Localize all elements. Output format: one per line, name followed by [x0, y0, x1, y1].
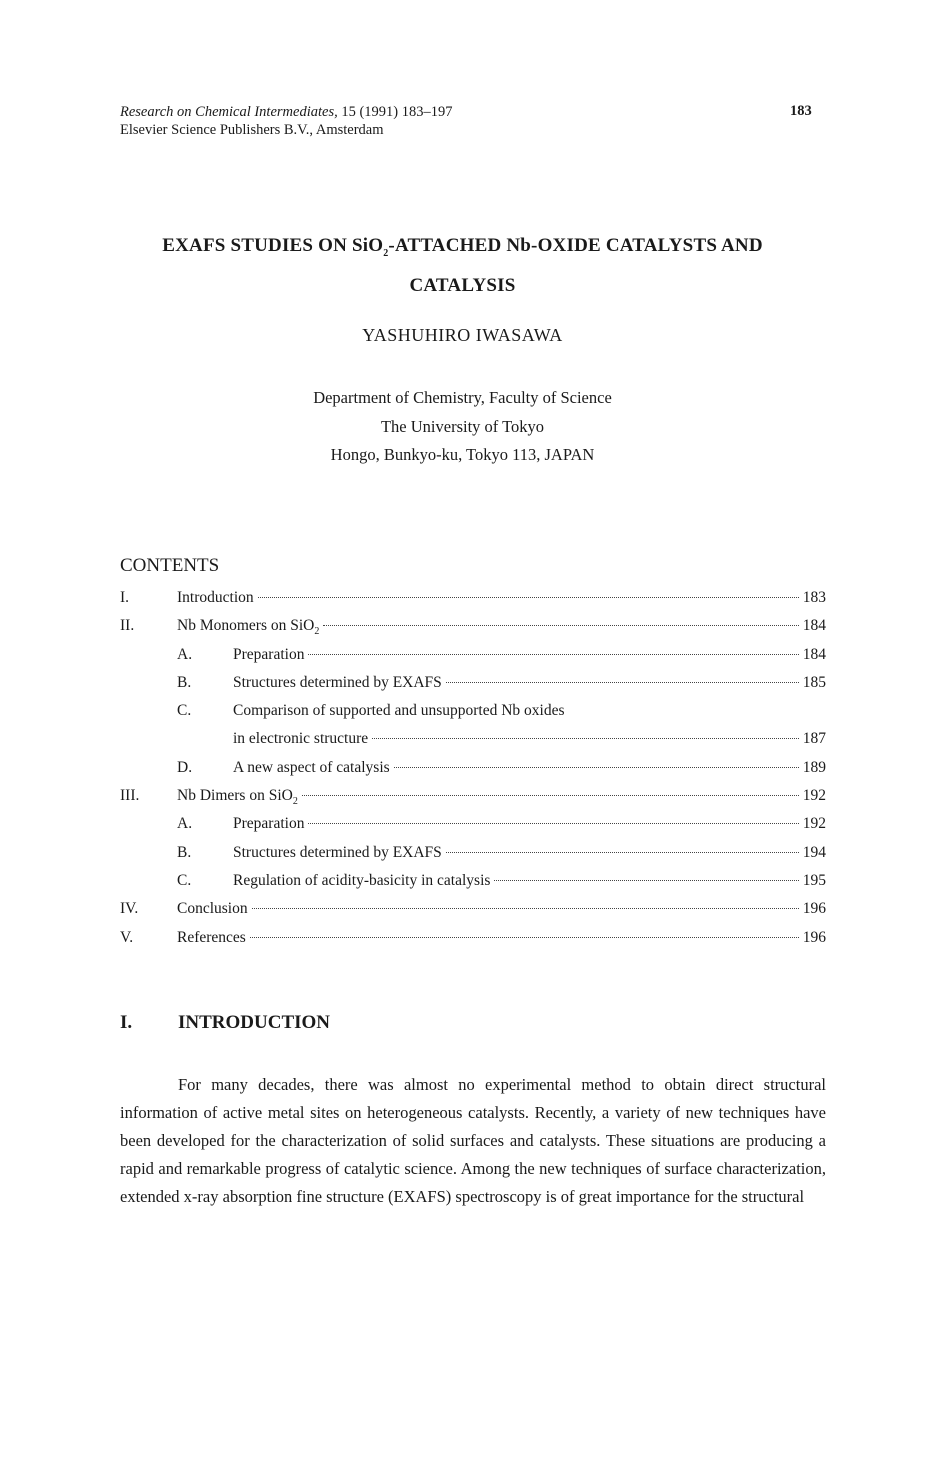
toc-title: A new aspect of catalysis: [233, 758, 390, 776]
toc-title: Introduction: [177, 589, 254, 606]
toc-entry[interactable]: [120, 699, 826, 727]
dot-leader: [308, 823, 798, 824]
toc-subscript: 2: [314, 626, 320, 638]
toc-title: Regulation of acidity-basicity in catalysis: [233, 871, 491, 889]
toc-letter: C.: [177, 702, 192, 720]
toc-entry-text: [177, 586, 826, 610]
paper-title: [100, 230, 825, 302]
running-header: [120, 103, 453, 139]
author: YASHUHIRO IWASAWA: [362, 325, 563, 345]
toc-entry-text: [233, 699, 826, 723]
toc-entry-text: [177, 897, 826, 921]
toc-page: 194: [802, 843, 826, 861]
toc-entry-text: [233, 643, 826, 667]
toc-entry[interactable]: [120, 926, 826, 954]
body-paragraph: For many decades, there was almost no experimental method to obtain direct structural information of active metal sites on heterogeneous catalysts. Recently, a variety of new techniques have been developed for the characterization of solid surfaces and catalysts. These situations are producing a rapid and remarkable progress of catalytic science. Among the new techniques of surface characterization, extended x-ray absorption fine structure (EXAFS) spectroscopy is of great importance for the structural: [120, 1075, 826, 1206]
publisher: Elsevier Science Publishers B.V., Amsterdam: [120, 122, 384, 138]
title-line2: CATALYSIS: [409, 274, 516, 296]
dot-leader: [302, 795, 799, 796]
toc-entry[interactable]: [120, 812, 826, 840]
toc-roman: II.: [120, 617, 135, 635]
toc-page: 183: [802, 589, 826, 606]
section-number: I.: [120, 1012, 133, 1033]
toc-entry[interactable]: [120, 869, 826, 897]
toc-subscript: 2: [292, 796, 298, 808]
toc-roman: I.: [120, 589, 130, 606]
title-subscript: 2: [383, 247, 389, 259]
toc-entry-text: [177, 614, 826, 644]
dot-leader: [446, 682, 799, 683]
toc-entry-text: [233, 727, 826, 751]
dot-leader: [252, 908, 799, 909]
section-heading: [120, 1012, 330, 1034]
toc-title: Structures determined by EXAFS: [233, 843, 442, 861]
toc-entry[interactable]: [120, 841, 826, 869]
toc-roman: III.: [120, 787, 140, 805]
toc-entry-text: [233, 671, 826, 695]
toc-letter: D.: [177, 758, 193, 776]
affiliation: [100, 384, 825, 470]
toc-title: References: [177, 928, 246, 946]
toc-title: in electronic structure: [233, 730, 369, 748]
toc-letter: B.: [177, 843, 192, 861]
dot-leader: [258, 597, 799, 598]
page-number: 183: [790, 103, 812, 119]
toc-letter: B.: [177, 673, 192, 691]
toc-page: 196: [802, 928, 826, 946]
toc-entry-text: [177, 784, 826, 814]
toc-entry-text: [233, 812, 826, 836]
toc-title: Preparation: [233, 645, 305, 663]
dot-leader: [308, 654, 798, 655]
toc-page: 187: [802, 730, 826, 748]
toc-entry-text: [177, 926, 826, 950]
toc-page: 184: [802, 617, 826, 635]
title-part: -ATTACHED Nb-OXIDE CATALYSTS AND: [388, 235, 763, 256]
toc-title: Conclusion: [177, 900, 248, 918]
toc-letter: A.: [177, 645, 193, 663]
toc-entry[interactable]: [120, 727, 826, 755]
toc-page: 192: [802, 787, 826, 805]
toc-page: 195: [802, 871, 826, 889]
toc-page: 184: [802, 645, 826, 663]
title-part: EXAFS STUDIES ON SiO: [162, 235, 384, 256]
toc-letter: C.: [177, 871, 192, 889]
contents-heading: CONTENTS: [120, 555, 220, 576]
dot-leader: [250, 937, 799, 938]
toc-entry[interactable]: [120, 614, 826, 642]
table-of-contents: [120, 586, 826, 954]
dot-leader: [446, 852, 799, 853]
section-title: INTRODUCTION: [178, 1012, 331, 1033]
toc-page: 185: [802, 673, 826, 691]
toc-title: Structures determined by EXAFS: [233, 673, 442, 691]
dot-leader: [494, 880, 798, 881]
toc-roman: IV.: [120, 900, 139, 918]
affiliation-line: Department of Chemistry, Faculty of Science: [313, 388, 612, 407]
toc-title: Nb Dimers on SiO: [177, 787, 293, 805]
dot-leader: [394, 767, 799, 768]
toc-entry-text: [233, 841, 826, 865]
toc-entry[interactable]: [120, 671, 826, 699]
journal-name: Research on Chemical Intermediates,: [120, 104, 338, 120]
toc-page: 192: [802, 815, 826, 833]
toc-entry[interactable]: [120, 586, 826, 614]
toc-title: Preparation: [233, 815, 305, 833]
dot-leader: [323, 625, 798, 626]
affiliation-line: The University of Tokyo: [380, 416, 545, 436]
toc-entry-text: [233, 756, 826, 780]
toc-entry-text: [233, 869, 826, 893]
dot-leader: [372, 738, 799, 739]
toc-letter: A.: [177, 815, 193, 833]
toc-page: 189: [802, 758, 826, 776]
toc-page: 196: [802, 900, 826, 918]
affiliation-line: Hongo, Bunkyo-ku, Tokyo 113, JAPAN: [330, 445, 595, 464]
toc-entry[interactable]: [120, 756, 826, 784]
toc-entry[interactable]: [120, 784, 826, 812]
toc-roman: V.: [120, 928, 134, 946]
toc-entry[interactable]: [120, 643, 826, 671]
journal-volume: 15 (1991) 183–197: [341, 104, 453, 120]
toc-entry[interactable]: [120, 897, 826, 925]
toc-title: Nb Monomers on SiO: [177, 617, 315, 635]
toc-title: Comparison of supported and unsupported Nb oxides: [233, 702, 565, 720]
